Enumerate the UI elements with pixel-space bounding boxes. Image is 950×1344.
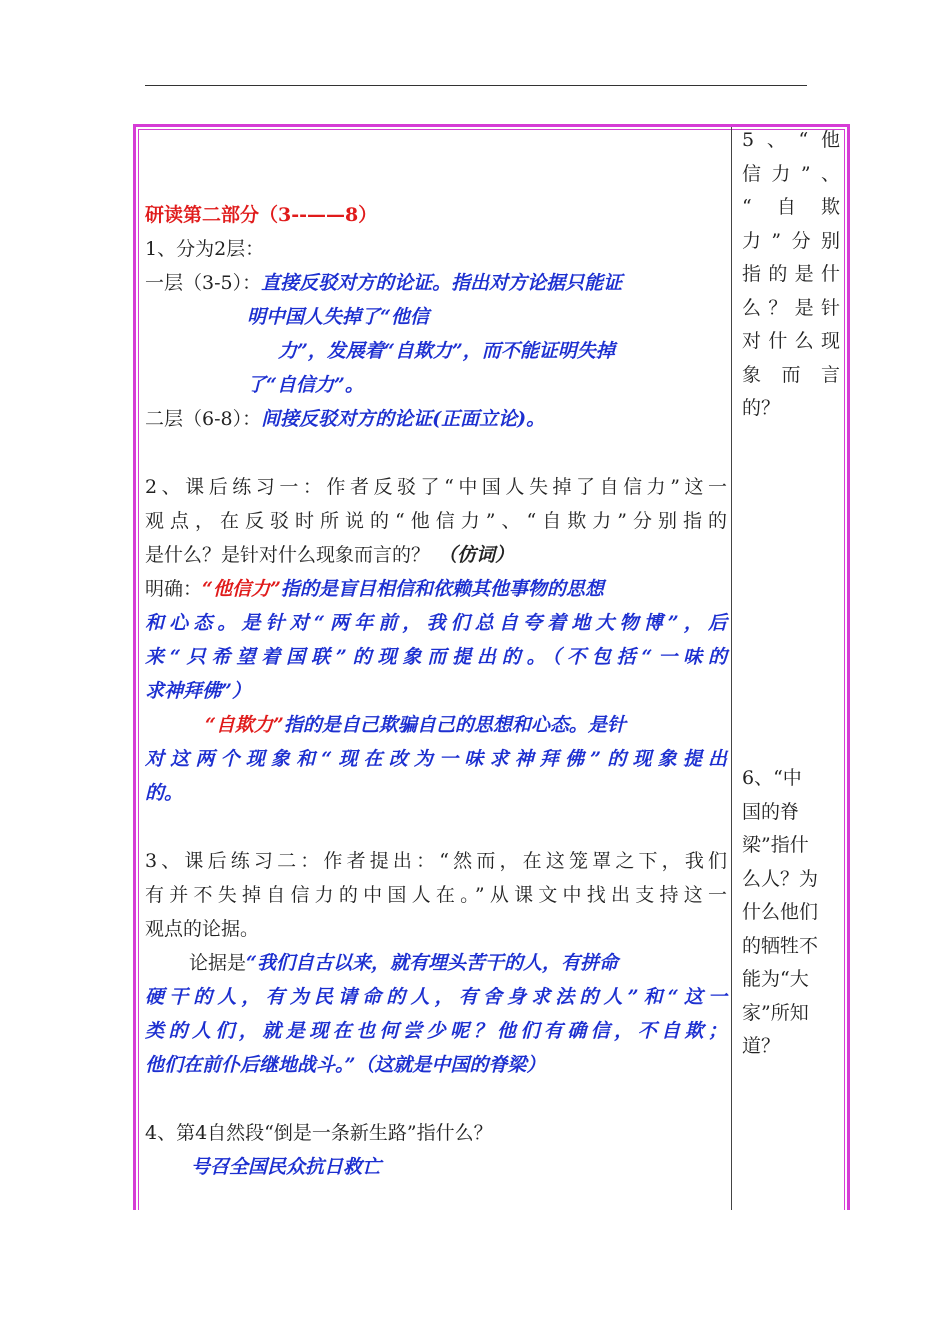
- side-q5-line: 么？是针: [742, 296, 840, 319]
- side-q5-line: 信力”、: [742, 162, 840, 185]
- q2-line3-text: 是什么？是针对什么现象而言的？: [145, 544, 431, 566]
- side-q6-line: 什么他们: [742, 901, 819, 923]
- side-q5-line: 5、“他: [742, 129, 840, 151]
- q3-evidence-line3: 类的人们，就是现在也何尝少呢？他们有确信，不自欺；: [145, 1020, 727, 1042]
- layer1-line4: 了“自信力”。: [247, 374, 364, 396]
- q3-line2: 有并不失掉自信力的中国人在。”从课文中找出支持这一: [145, 884, 727, 906]
- q3-line1: 3、课后练习二：作者提出：“然而，在这笼罩之下，我们: [145, 850, 727, 872]
- layer1-text: 直接反驳对方的论证。指出对方论据只能证: [261, 272, 623, 294]
- q2-answer-line7: 的。: [145, 782, 184, 804]
- section-title: 研读第二部分（3--——8）: [145, 204, 378, 226]
- q2-answer-line2: 和心态。是针对“两年前，我们总自夸着地大物博”，后: [145, 612, 727, 634]
- q1-layer2: [145, 402, 727, 436]
- layer1-label: 一层（3-5）：: [145, 272, 262, 294]
- q2-line1: 2、课后练习一：作者反驳了“中国人失掉了自信力”这一: [145, 476, 727, 498]
- q2-answer-line5: [145, 708, 727, 742]
- q4-answer: 号召全国民众抗日救亡: [191, 1156, 382, 1178]
- side-q6-line: 的牺牲不: [742, 934, 819, 957]
- side-q6-line: 6、“中: [742, 767, 802, 789]
- q2-answer-line1: [145, 572, 727, 606]
- side-q6-line: 国的脊: [742, 800, 800, 823]
- q2-answer-line4: 求神拜佛”）: [145, 680, 251, 702]
- q3-evidence-line1: [145, 946, 727, 980]
- answer-text-1: 指的是盲目相信和依赖其他事物的思想: [280, 578, 604, 600]
- q1-text: 1、分为2层：: [145, 238, 265, 260]
- main-column: [145, 130, 727, 1184]
- q2-answer-line3: 来“只希望着国联”的现象而提出的。（不包括“一味的: [145, 646, 727, 668]
- q3-evidence-line4: 他们在前仆后继地战斗。”（这就是中国的脊梁）: [145, 1054, 546, 1076]
- side-q5-line: 指的是什: [742, 263, 840, 285]
- header-rule: [145, 85, 807, 86]
- evidence-text-1: “我们自古以来，就有埋头苦干的人，有拼命: [246, 952, 618, 974]
- q2-answer-line6: 对这两个现象和“现在改为一味求神拜佛”的现象提出: [145, 748, 727, 770]
- layer1-line2: 明中国人失掉了“他信: [247, 306, 429, 328]
- side-q5-line: 对什么现: [742, 330, 840, 352]
- side-question-5: [742, 124, 840, 426]
- layer2-text: 间接反驳对方的论证(正面立论)。: [261, 408, 546, 430]
- side-q6-line: 梁”指什: [742, 834, 809, 856]
- layer2-label: 二层（6-8）：: [145, 408, 262, 430]
- side-q6-line: 么人？为: [742, 867, 819, 890]
- column-divider: [731, 127, 732, 1210]
- side-q5-line: 的？: [742, 397, 781, 419]
- side-q6-line: 能为“大: [742, 968, 809, 990]
- answer-label: 明确：: [145, 578, 203, 600]
- q2-line2: 观点，在反驳时所说的“他信力”、“自欺力”分别指的: [145, 510, 727, 532]
- q3-line3: 观点的论据。: [145, 918, 260, 940]
- q1-layer1: [145, 266, 727, 300]
- side-q5-line: “自欺: [742, 196, 840, 218]
- evidence-label: 论据是: [189, 952, 247, 974]
- side-question-6: [742, 762, 840, 1064]
- side-q5-line: 象而言: [742, 363, 840, 386]
- term-zigili: “自欺力”: [205, 714, 284, 736]
- side-q6-line: 道？: [742, 1035, 781, 1057]
- layer1-line3: 力”，发展着“自欺力”，而不能证明失掉: [278, 340, 615, 362]
- q4-text: 4、第4自然段“倒是一条新生路”指什么？: [145, 1122, 493, 1144]
- side-q5-line: 力”分别: [742, 229, 840, 252]
- q3-evidence-line2: 硬干的人，有为民请命的人，有舍身求法的人”和“这一: [145, 986, 727, 1008]
- q2-tag: （仿词）: [438, 544, 515, 566]
- answer-text-5: 指的是自己欺骗自己的思想和心态。是针: [283, 714, 626, 736]
- term-taxinli: “他信力”: [202, 578, 281, 600]
- q2-line3: [145, 538, 727, 572]
- side-q6-line: 家”所知: [742, 1001, 809, 1024]
